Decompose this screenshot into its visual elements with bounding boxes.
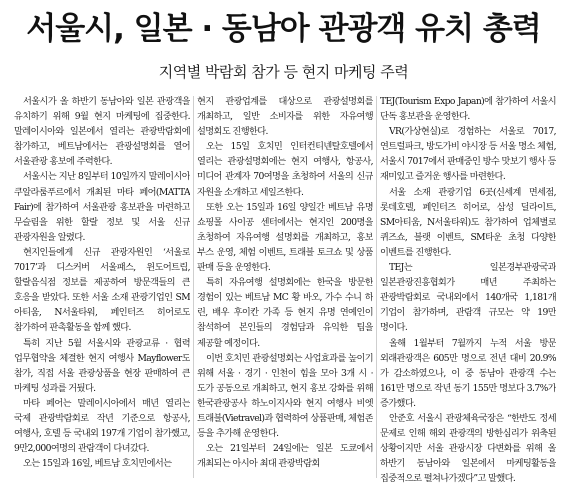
paragraph: 이번 호치민 관광설명회는 사업효과를 높이기 위해 서울 · 경기 · 인천이 힘을 모아 3개 시 · 도가 공동으로 개최하고, 현지 홍보 강화를 위해 한국관광공사 하노이지사와 현지 여행사 비엣 트래블(Vietravel)과 협력하여 상품판매, 체험존 등을 추가해 운영한다. [197, 352, 373, 440]
paragraph: 오는 15일과 16일, 베트남 호치민에서는 [23, 458, 172, 470]
paragraph: 서울시는 지난 8일부터 10일까지 말레이시아 쿠알라룸푸르에서 개최된 마타 페어(MATTA Fair)에 참가하여 서울관광 홍보관을 마련하고 무슬림을 위한 할랄 정보 및 서울 신규 관광자원을 알렸다. [14, 171, 190, 243]
paragraph: 오는 15일 호치민 인터컨티넨탈호텔에서 열리는 관광설명회에는 현지 여행사, 항공사, 미디어 관계자 70여명을 초청하여 서울의 신규 자원을 소개하고 세일즈한다. [197, 141, 373, 198]
column-divider [193, 96, 194, 478]
paragraph: TEJ(Tourism Expo Japan)에 참가하여 서울시 단독 홍보관을 운영한다. [380, 96, 556, 123]
paragraph: 서울 소재 관광기업 6곳(신세계 면세점, 롯데호텔, 페인터즈 히어로, 삼성 딜라이트, SM아티움, N서울타워)도 참가하여 업체별로 퀴즈쇼, 블랫 이벤트, SM타운 초청 다양한 이벤트를 진행한다. [380, 186, 556, 258]
column-divider [376, 96, 377, 478]
paragraph: 올해 1월부터 7월까지 누적 서울 방문 외래관광객은 605만 명으로 전년 대비 20.9%가 감소하였으나, 이 중 동남아 관광객 수는 161만 명으로 작년 동기 155만 명보다 3.7%가 증가했다. [380, 337, 556, 409]
paragraph: 마타 페어는 말레이시아에서 매년 열리는 국제 관광박람회로 작년 기준으로 항공사, 여행사, 호텔 등 국내외 197개 기업이 참가했고, 9만2,000여명의 관람객이 다녀갔다. [14, 397, 190, 455]
article-column-3 [380, 94, 556, 483]
paragraph: TEJ는 일본경부관광국과 일본관광진흥협회가 매년 주최하는 관광박람회로 국내외에서 140개국 1,181개 기업이 참가하며, 관람객 규모는 약 19만 명이다. [380, 262, 556, 334]
paragraph: 현지인들에게 신규 관광자원인 ‘서울로 7017’과 디스커버 서울패스, 윈도어트립, 할랄음식점 정보를 제공하여 방문객들의 큰 호응을 받았다. 또한 서울 소재 관광기업인 SM 아티움, N서울타워, 페인터즈 히어로도 참가하여 판촉활동을 함께 했다. [14, 246, 190, 334]
article-subheadline: 지역별 박람회 참가 등 현지 마케팅 주력 [158, 63, 409, 81]
paragraph: 안준호 서울시 관광체육국장은 “한반도 정세 문제로 인해 해외 관광객의 방한심리가 위축된 상황이지만 서울 관광시장 다변화를 위해 올 하반기 동남아와 일본에서 마케팅활동을 집중적으로 펼쳐나가겠다”고 말했다. [380, 412, 556, 483]
paragraph: 서울시가 올 하반기 동남아와 일본 관광객을 유치하기 위해 9월 현지 마케팅에 집중한다. 말레이시아와 일본에서 열리는 관광박람회에 참가하고, 베트남에서는 관광설명회를 열어 서울관광 홍보에 주력한다. [14, 96, 190, 168]
paragraph: 오는 21일부터 24일에는 일본 도쿄에서 개최되는 아시아 최대 관광박람회 [197, 443, 373, 470]
article-column-2 [197, 94, 373, 483]
paragraph: 또한 오는 15일과 16일 양일간 베트남 유명 쇼핑몰 사이공 센터에서는 현지인 200명을 초청하여 자유여행 설명회를 개최하고, 홍보 부스 운영, 체험 이벤트, 트래블 토크쇼 및 상품 판매 등을 운영한다. [197, 201, 373, 274]
paragraph: 특히 지난 5월 서울시와 관광교류 · 협력 업무협약을 체결한 현지 여행사 Mayflower도 참가, 직접 서울 관광상품을 현장 판매하여 큰 마케팅 성과를 거뒀다. [14, 337, 190, 394]
paragraph: VR(가상현실)로 경험하는 서울로 7017, 연트럴파크, 방도가비 야시장 등 서울 명소 체험, 서울시 7017에서 판매중인 방수 맛보기 행사 등 재미있고 즐거운 행사를 마련한다. [380, 126, 556, 183]
paragraph: 특히 자유여행 설명회에는 한국을 방문한 경험이 있는 베트남 MC 황 바오, 가수 수니 하 린, 배우 후이칸 가족 등 현지 유명 연예인이 참석하여 본인들의 경험담과 유익한 팁을 제공할 예정이다. [197, 277, 373, 349]
article-headline: 서울시, 일본 · 동남아 관광객 유치 총력 [26, 11, 541, 47]
paragraph: 현지 관광업계를 대상으로 관광설명회를 개최하고, 일반 소비자를 위한 자유여행 설명회도 진행한다. [197, 96, 373, 138]
article-column-1 [14, 94, 190, 483]
